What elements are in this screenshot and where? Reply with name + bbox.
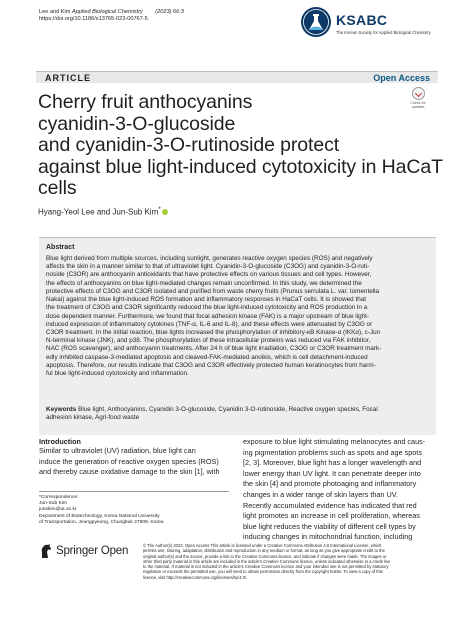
license-notice [143, 543, 440, 580]
body-line: lower energy than UV light. It can penetrate deeper into [243, 468, 421, 478]
body-line: inducing changes in mitochondrial function, including [243, 532, 413, 542]
author-names: Hyang-Yeol Lee and Jun-Sub Kim [38, 207, 159, 217]
abstract-line: noside (C3OR) are anthocyanin antioxidants that have protective effects on various tissues and cell types. However, [46, 271, 372, 279]
introduction-heading: Introduction [39, 437, 81, 446]
cite-journal: Applied Biological Chemistry [71, 9, 143, 15]
title-line: Cherry fruit anthocyanins [38, 91, 253, 113]
license-line: to the material. If material is not included in the article's Creative Commons licence and your intended use is not permitted by statutory [143, 564, 389, 570]
check-updates-label: Check for updates [410, 101, 426, 109]
article-banner [36, 71, 438, 83]
springer-horse-icon [39, 543, 53, 559]
publisher-name: KSABC [336, 12, 388, 28]
publisher-logo[interactable] [300, 6, 450, 42]
correspondence-line: *Correspondence: [39, 495, 79, 500]
cite-authors: Lee and Kim [39, 9, 72, 15]
keywords-line [46, 406, 432, 414]
abstract-line: protective effects of C3OG and C3OR isolated and purified from waste cherry fruits (Prunus serrulata L. var. tomentella [46, 287, 380, 295]
body-line: light promotes an increase in cell proliferation, whereas [243, 511, 420, 521]
abstract-heading: Abstract [46, 244, 75, 251]
license-line: © The Author(s) 2023. Open Access This article is licensed under a Creative Commons Attribution 4.0 International License, which [143, 543, 382, 548]
abstract-line: N-terminal kinase (JNK), and p38. The phosphorylation of these intracellular proteins was reduced via FAK inhibitor, [46, 337, 371, 345]
body-right-column [243, 437, 439, 543]
body-line: and thereby cause oxidative damage to the skin [1], with [39, 467, 220, 477]
body-line: the skin [4] and promote photoaging and inflammatory [243, 479, 417, 489]
title-line: against blue light-induced cytotoxicity in HaCaT [38, 155, 443, 178]
doi-link[interactable]: https://doi.org/10.1186/s13765-023-00767-5 [39, 16, 148, 23]
correspondence-line: of Transportation, Jeungpyeong, Chungbuk 27909, Korea [39, 519, 164, 525]
check-updates-icon [412, 87, 425, 100]
article-type: ARTICLE [45, 73, 91, 83]
body-line: exposure to blue light stimulating melanocytes and caus- [243, 437, 426, 446]
abstract-box [39, 237, 436, 435]
license-line: regulation or exceeds the permitted use, you will need to obtain permission directly from the copyright holder. To view a copy of this [143, 569, 383, 575]
header-citation [39, 9, 184, 24]
springer-open-logo[interactable] [39, 543, 139, 561]
abstract-line: induced expression of inflammatory cytokines (TNF-α, IL-6 and IL-8), and these effects were attenuated by C3OG or [46, 320, 373, 328]
abstract-line: edly inhibited caspase-3-mediated apoptosis and cleaved-FAK-mediated anoikis, which is cell detachment-induced [46, 353, 368, 361]
keywords-line: adhesion kinase, Agri-food waste [46, 414, 140, 422]
body-left-column [39, 446, 231, 478]
abstract-line: Blue light derived from multiple sources, including sunlight, generates reactive oxygen species (ROS) and negatively [46, 255, 373, 262]
corresponding-mark: * [158, 206, 161, 213]
abstract-line: ful blue light-induced cytotoxicity and inflammation. [46, 370, 189, 378]
license-line: permits use, sharing, adaptation, distribution and reproduction in any medium or format, as long as you give appropriate credit to the [143, 548, 385, 554]
abstract-line: C3OR treatment. In the initial reaction, blue lights increased the phosphorylation of inhibitory-κB Kinase-α (IKKα), c-Jun [46, 328, 381, 336]
author-list [38, 206, 168, 217]
cite-volume: (2023) 66:3 [155, 9, 184, 15]
open-access-label[interactable]: Open Access [373, 73, 430, 83]
correspondence-line: Jun-Sub Kim [39, 501, 67, 507]
keywords-label: Keywords [46, 406, 77, 413]
abstract-body [46, 255, 432, 378]
abstract-line: apoptosis. Therefore, our results indicate that C3OG and C3OR effectively protected human keratinocytes from harm- [46, 361, 376, 369]
abstract-line: NAC (ROS scavenger), and anthocyanin treatments. After 24 h of blue light irradiation, C3OG or C3OR treatment mark- [46, 345, 382, 353]
license-link[interactable]: licence, visit http://creativecommons.org/licenses/by/4.0/. [143, 574, 248, 580]
abstract-line: Nakai) against the blue light-induced ROS formation and inflammatory responses in HaCaT cells. It is showed that [46, 296, 367, 304]
license-line: other third party material in this article are included in the article's Creative Commons licence, unless indicated otherwise in a credit line [143, 558, 391, 564]
flask-emblem-icon [300, 6, 332, 38]
body-line: Similar to ultraviolet (UV) radiation, blue light can [39, 446, 196, 455]
abstract-line: dose dependent manner. Furthermore, we found that focal adhesion kinase (FAK) is a major upstream of blue light- [46, 312, 370, 320]
title-line: cells [38, 177, 77, 200]
title-line: cyanidin-3-O-glucoside [38, 112, 236, 135]
check-for-updates-badge[interactable] [404, 87, 432, 111]
abstract-line: affects the skin in a manner similar to that of ultraviolet light. Cyanidin-3-O-glucoside (C3OG) and cyanidin-3-O-ruti- [46, 263, 370, 271]
abstract-line: the treatment of C3OG and C3OR significantly reduced the blue light-induced cytotoxicity and ROS production in a [46, 304, 368, 312]
correspondence-email[interactable]: junskim@ut.ac.kr [39, 507, 77, 513]
springer-label: Springer Open [56, 545, 129, 557]
publisher-subtitle: The Korean Society for Applied Biological Chemistry [336, 30, 431, 35]
license-line: original author(s) and the source, provide a link to the Creative Commons licence, and indicate if changes were made. The images or [143, 553, 387, 559]
keywords-text: Blue light, Anthocyanins, Cyanidin 3-O-glucoside, Cyanidin 3-O-rutinoside, Reactive oxygen species, Focal [76, 406, 378, 413]
body-line: ing pigmentation problems such as spots and age spots [243, 447, 422, 457]
correspondence-line: Department of Biotechnology, Korea National University [39, 513, 160, 519]
correspondence-note [39, 491, 229, 526]
orcid-icon[interactable] [162, 209, 168, 215]
body-line: blue light reduces the viability of different cell types by [243, 521, 416, 531]
body-line: Recently accumulated evidence has indicated that red [243, 500, 417, 510]
body-line: induce the generation of reactive oxygen species (ROS) [39, 456, 219, 466]
citation-line [39, 9, 184, 16]
title-line: and cyanidin-3-O-rutinoside protect [38, 134, 340, 157]
body-line: [2, 3]. Moreover, blue light has a longer wavelength and [243, 458, 422, 468]
abstract-line: the effects of anthocyanins on blue light-mediated changes remain unconfirmed. In this study, we determined the [46, 279, 362, 287]
body-line: changes in a wider range of skin layers than UV. [243, 489, 398, 499]
keywords-block [46, 406, 432, 422]
